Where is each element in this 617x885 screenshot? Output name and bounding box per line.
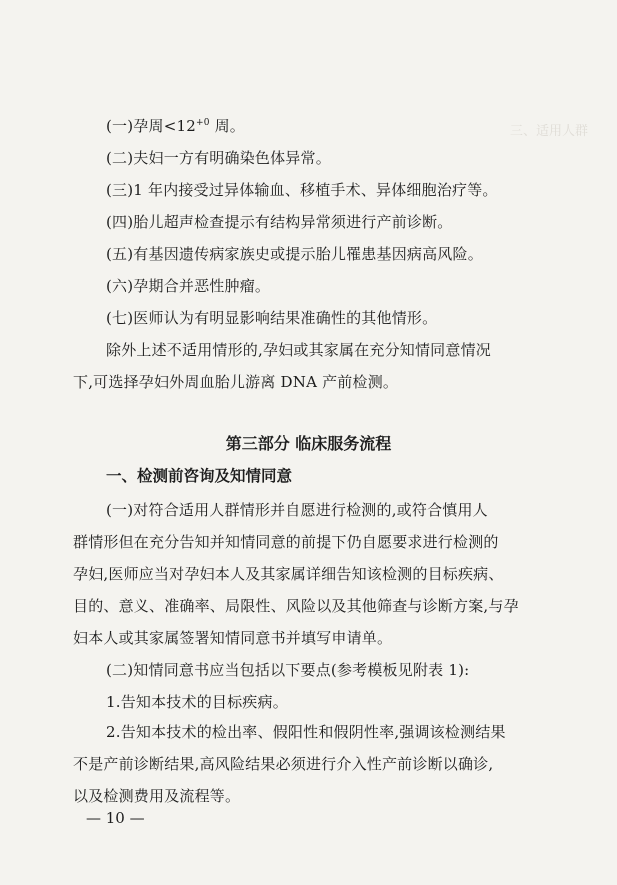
- paragraph-line: 下,可选择孕妇外周血胎儿游离 DNA 产前检测。: [73, 373, 399, 391]
- paragraph-line: 2.告知本技术的检出率、假阳性和假阴性率,强调该检测结果: [106, 723, 506, 741]
- subsection-title: 一、检测前咨询及知情同意: [106, 467, 293, 485]
- paragraph-line: 以及检测费用及流程等。: [73, 787, 241, 805]
- exclusion-item-5: (五)有基因遗传病家族史或提示胎儿罹患基因病高风险。: [106, 245, 483, 263]
- exclusion-item-7: (七)医师认为有明显影响结果准确性的其他情形。: [106, 309, 438, 327]
- exclusion-item-1: [106, 116, 617, 136]
- exclusion-item-1-superscript: +0: [195, 118, 210, 128]
- page-number: — 10 —: [86, 809, 145, 827]
- paragraph-line: (一)对符合适用人群情形并自愿进行检测的,或符合慎用人: [106, 501, 488, 519]
- paragraph-line: 群情形但在充分告知并知情同意的前提下仍自愿要求进行检测的: [73, 533, 499, 551]
- exclusion-item-6: (六)孕期合并恶性肿瘤。: [106, 277, 271, 295]
- paragraph-line: (二)知情同意书应当包括以下要点(参考模板见附表 1):: [106, 661, 470, 679]
- exclusion-item-1-text: (一)孕周<12: [106, 117, 196, 135]
- exclusion-item-3: (三)1 年内接受过异体输血、移植手术、异体细胞治疗等。: [106, 181, 498, 199]
- paragraph-line: 妇本人或其家属签署知情同意书并填写申请单。: [73, 629, 393, 647]
- section-title: 第三部分 临床服务流程: [225, 434, 392, 453]
- exclusion-item-2: (二)夫妇一方有明确染色体异常。: [106, 149, 331, 167]
- paragraph-line: 目的、意义、准确率、局限性、风险以及其他筛查与诊断方案,与孕: [73, 597, 519, 615]
- list-item: 1.告知本技术的目标疾病。: [106, 693, 288, 711]
- paragraph-line: 孕妇,医师应当对孕妇本人及其家属详细告知该检测的目标疾病、: [73, 565, 504, 583]
- paragraph-line: 除外上述不适用情形的,孕妇或其家属在充分知情同意情况: [106, 341, 491, 359]
- exclusion-item-4: (四)胎儿超声检查提示有结构异常须进行产前诊断。: [106, 213, 453, 231]
- exclusion-item-1-suffix: 周。: [209, 117, 246, 135]
- paragraph-line: 不是产前诊断结果,高风险结果必须进行介入性产前诊断以确诊,: [73, 755, 494, 773]
- bleed-through-text: 三、适用人群: [510, 124, 589, 139]
